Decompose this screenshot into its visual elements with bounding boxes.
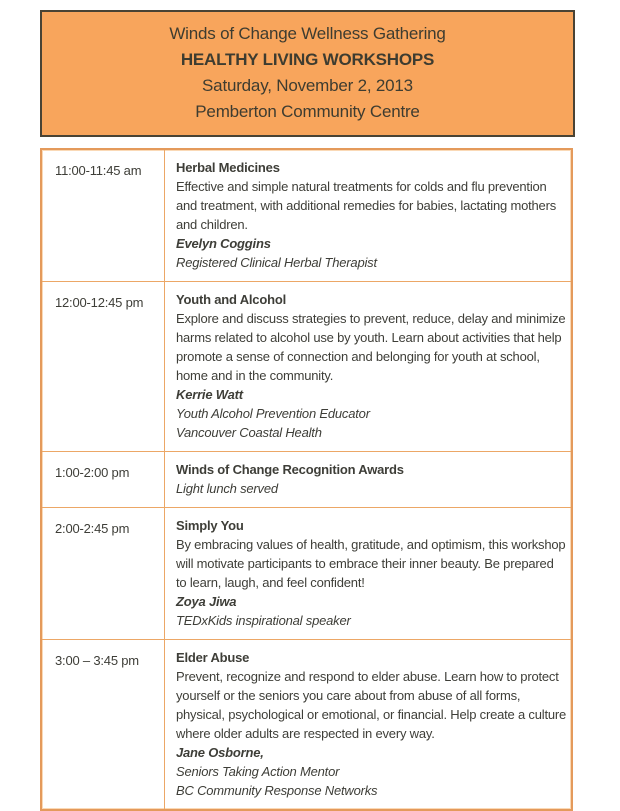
session-description: By embracing values of health, gratitude, and optimism, this workshop will motivate participants to embrace their inner beauty. Be prepared to learn, laugh, and feel confident! [176,537,566,590]
session-title: Youth and Alcohol [176,292,286,307]
event-date: Saturday, November 2, 2013 [202,76,413,95]
table-row [41,508,572,640]
session-speaker: Jane Osborne, [176,745,264,760]
speaker-role: Seniors Taking Action Mentor [176,764,340,779]
table-row [41,640,572,811]
session-time: 1:00-2:00 pm [41,452,165,508]
session-time: 11:00-11:45 am [41,149,165,282]
table-row [41,149,572,282]
session-time: 3:00 – 3:45 pm [41,640,165,811]
session-title: Winds of Change Recognition Awards [176,462,404,477]
session-title: Elder Abuse [176,650,250,665]
session-description: Prevent, recognize and respond to elder abuse. Learn how to protect yourself or the seniors you care about from abuse of all forms, physical, psychological or emotional, or financial. Help create a culture where older adults are respected in every way. [176,669,567,741]
session-note: Light lunch served [176,481,278,496]
session-cell [165,282,573,452]
event-name: Winds of Change Wellness Gathering [169,24,446,43]
schedule-table [40,148,573,811]
event-title: HEALTHY LIVING WORKSHOPS [180,50,435,69]
header-banner [40,10,575,137]
session-description: Effective and simple natural treatments for colds and flu prevention and treatment, with additional remedies for babies, lactating mothers and children. [176,179,557,232]
event-venue: Pemberton Community Centre [195,102,420,121]
table-row [41,282,572,452]
speaker-role: TEDxKids inspirational speaker [176,613,351,628]
session-title: Herbal Medicines [176,160,280,175]
session-time: 12:00-12:45 pm [41,282,165,452]
speaker-role: Registered Clinical Herbal Therapist [176,255,377,270]
session-description: Explore and discuss strategies to prevent, reduce, delay and minimize harms related to alcohol use by youth. Learn about activities that help promote a sense of connection and belonging for youth at school, home and in the community. [176,311,566,383]
session-cell [165,508,573,640]
session-cell [165,452,573,508]
speaker-role: Youth Alcohol Prevention Educator [176,406,370,421]
speaker-organization: Vancouver Coastal Health [176,425,322,440]
session-cell [165,149,573,282]
session-title: Simply You [176,518,244,533]
session-speaker: Kerrie Watt [176,387,243,402]
session-time: 2:00-2:45 pm [41,508,165,640]
speaker-organization: BC Community Response Networks [176,783,378,798]
session-speaker: Evelyn Coggins [176,236,271,251]
session-cell [165,640,573,811]
session-speaker: Zoya Jiwa [176,594,237,609]
table-row [41,452,572,508]
